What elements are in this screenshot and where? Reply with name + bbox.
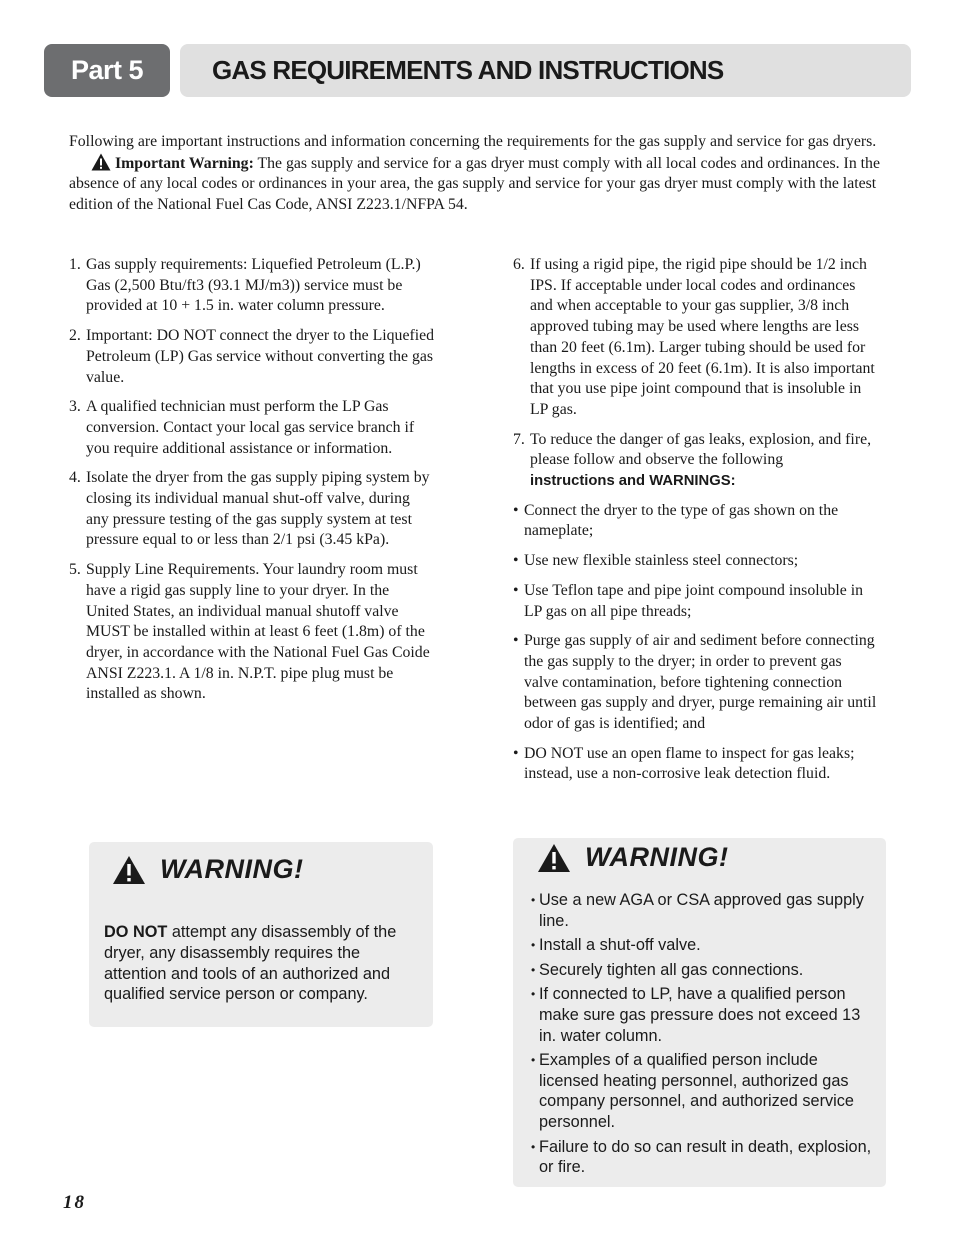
left-column — [69, 255, 435, 714]
bullet-item: • DO NOT use an open flame to inspect for gas leaks; instead, use a non-corrosive leak detection fluid. — [513, 744, 855, 783]
page-title: GAS REQUIREMENTS AND INSTRUCTIONS — [212, 55, 724, 85]
list-item: 3. A qualified technician must perform the LP Gas conversion. Contact your local gas service branch if you require additional assistance or information. — [69, 398, 415, 457]
warning-triangle-icon — [91, 153, 111, 171]
list-item: 6. If using a rigid pipe, the rigid pipe should be 1/2 inch IPS. If acceptable under local codes and ordinances and when acceptable to your gas supplier, 3/8 inch approved tubing may be used where lengths are less than 20 feet (6.1m). Larger tubing should be used for lengths in excess of 20 feet (6.1m). It is also important that you use pipe joint compound that is insoluble in LP gas. — [513, 256, 875, 418]
instructions-heading: instructions and WARNINGS: — [530, 473, 736, 490]
list-item: • Securely tighten all gas connections. — [531, 960, 804, 979]
page-number: 18 — [63, 1192, 86, 1213]
list-item: • Use a new AGA or CSA approved gas supply line. — [531, 891, 864, 930]
list-item: • Install a shut-off valve. — [531, 936, 701, 955]
warning-box-gas — [513, 838, 886, 1187]
bullet-item: • Use Teflon tape and pipe joint compound insoluble in LP gas on all pipe threads; — [513, 581, 864, 620]
bullet-item: • Use new flexible stainless steel connectors; — [513, 552, 799, 570]
list-item: • Examples of a qualified person include licensed heating personnel, authorized gas company personnel, and authorized service personnel. — [531, 1051, 854, 1131]
right-column — [513, 255, 879, 794]
list-item: 1. Gas supply requirements: Liquefied Petroleum (L.P.) Gas (2,500 Btu/ft3 (93.1 MJ/m3)) service must be provided at 10 + 1.5 in. water column pressure. — [69, 256, 421, 315]
warning-triangle-icon — [537, 843, 571, 873]
bullet-item: • Connect the dryer to the type of gas shown on the nameplate; — [513, 501, 839, 540]
warning-heading: WARNING! — [112, 854, 303, 885]
important-warning-label: Important Warning: — [115, 154, 254, 172]
warning-heading: WARNING! — [537, 842, 728, 873]
part-label: Part 5 — [44, 44, 170, 97]
list-item: 7. To reduce the danger of gas leaks, explosion, and fire, please follow and observe the following instructions and WARNINGS: — [513, 430, 872, 490]
intro-paragraph — [69, 132, 887, 216]
list-item: 2. Important: DO NOT connect the dryer to the Liquefied Petroleum (LP) Gas service without converting the gas value. — [69, 327, 435, 386]
page-title-bar — [180, 44, 911, 97]
warning-box-disassembly — [89, 842, 433, 1027]
list-item: • If connected to LP, have a qualified person make sure gas pressure does not exceed 13 in. water column. — [531, 985, 861, 1045]
bullet-item: • Purge gas supply of air and sediment before connecting the gas supply to the dryer; in order to prevent gas valve contamination, before tightening connection between gas supply and dryer, purge remaining air until odor of gas is identified; and — [513, 632, 877, 733]
warning-list — [531, 890, 876, 1182]
intro-text: Following are important instructions and information concerning the requirements for the gas supply and service for gas dryers. — [69, 133, 877, 150]
warning-text: DO NOT attempt any disassembly of the dryer, any disassembly requires the attention and tools of an authorized and qualified service person or company. — [104, 923, 397, 1004]
warning-triangle-icon — [112, 855, 146, 885]
list-item: 4. Isolate the dryer from the gas supply piping system by closing its individual manual shut-off valve, during any pressure testing of the gas supply system at test pressure equal to or less than 2/1 psi (3.45 kPa). — [69, 469, 430, 549]
list-item: • Failure to do so can result in death, explosion, or fire. — [531, 1137, 872, 1177]
list-item: 5. Supply Line Requirements. Your laundry room must have a rigid gas supply line to your dryer. In the United States, an individual manual shutoff valve MUST be installed within at least 6 feet (1.8m) of the dryer, in accordance with the National Fuel Gas Coide ANSI Z223.1. A 1/8 in. N.P.T. pipe plug must be installed as shown. — [69, 561, 430, 703]
intro-warning-text: The gas supply and service for a gas dryer must comply with all local codes and ordinances. In the absence of any local codes or ordinances in your area, the gas supply and service for your gas dryer must comply with the latest edition of the National Fuel Cas Code, ANSI Z223.1/NFPA 54. — [69, 154, 880, 214]
